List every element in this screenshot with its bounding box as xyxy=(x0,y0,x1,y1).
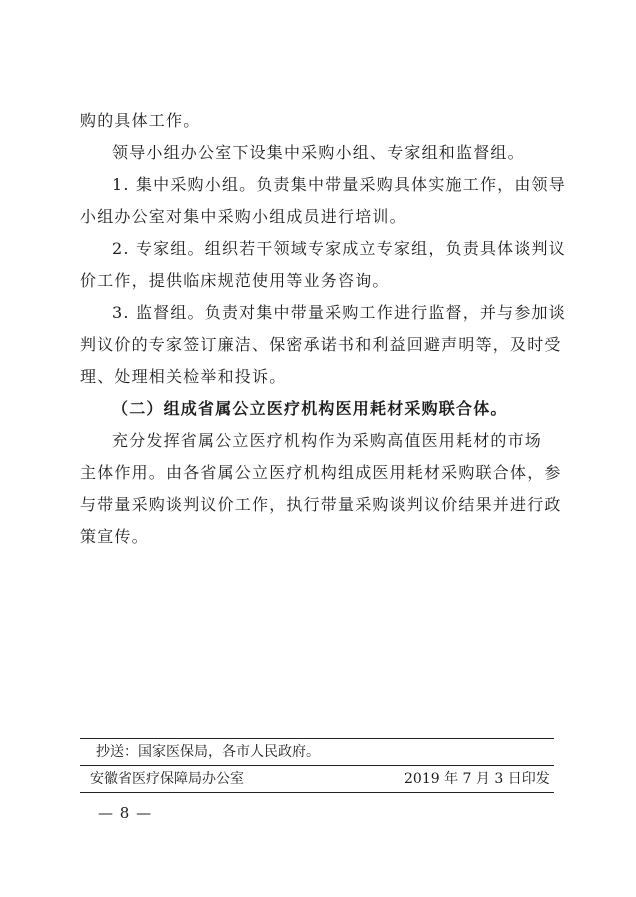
body-line-4: 小组办公室对集中采购小组成员进行培训。 xyxy=(80,207,407,226)
section-heading: （二）组成省属公立医疗机构医用耗材采购联合体。 xyxy=(112,399,508,418)
body-line-3: 1. 集中采购小组。负责集中带量采购具体实施工作，由领导 xyxy=(112,175,566,194)
body-line-8: 判议价的专家签订廉洁、保密承诺书和利益回避声明等，及时受 xyxy=(80,335,562,354)
footer-top-rule xyxy=(80,738,554,739)
body-line-1: 购的具体工作。 xyxy=(80,111,201,130)
issuer-name: 安徽省医疗保障局办公室 xyxy=(90,771,244,787)
body-line-6: 价工作，提供临床规范使用等业务咨询。 xyxy=(80,271,390,290)
body-line-12: 主体作用。由各省属公立医疗机构组成医用耗材采购联合体，参 xyxy=(80,463,562,482)
cc-line: 抄送：国家医保局，各市人民政府。 xyxy=(96,744,320,760)
footer-bottom-rule xyxy=(80,792,554,793)
body-line-2: 领导小组办公室下设集中采购小组、专家组和监督组。 xyxy=(112,143,525,162)
body-line-11: 充分发挥省属公立医疗机构作为采购高值医用耗材的市场 xyxy=(112,431,543,450)
body-line-7: 3. 监督组。负责对集中带量采购工作进行监督，并与参加谈 xyxy=(112,303,566,322)
body-line-13: 与带量采购谈判议价工作，执行带量采购谈判议价结果并进行政 xyxy=(80,495,562,514)
body-line-14: 策宣传。 xyxy=(80,527,149,546)
body-line-5: 2. 专家组。组织若干领域专家成立专家组，负责具体谈判议 xyxy=(112,239,566,258)
page-number: — 8 — xyxy=(98,804,153,822)
footer-middle-rule xyxy=(80,765,554,766)
body-line-9: 理、处理相关检举和投诉。 xyxy=(80,367,287,386)
issue-date: 2019 年 7 月 3 日印发 xyxy=(404,771,550,787)
